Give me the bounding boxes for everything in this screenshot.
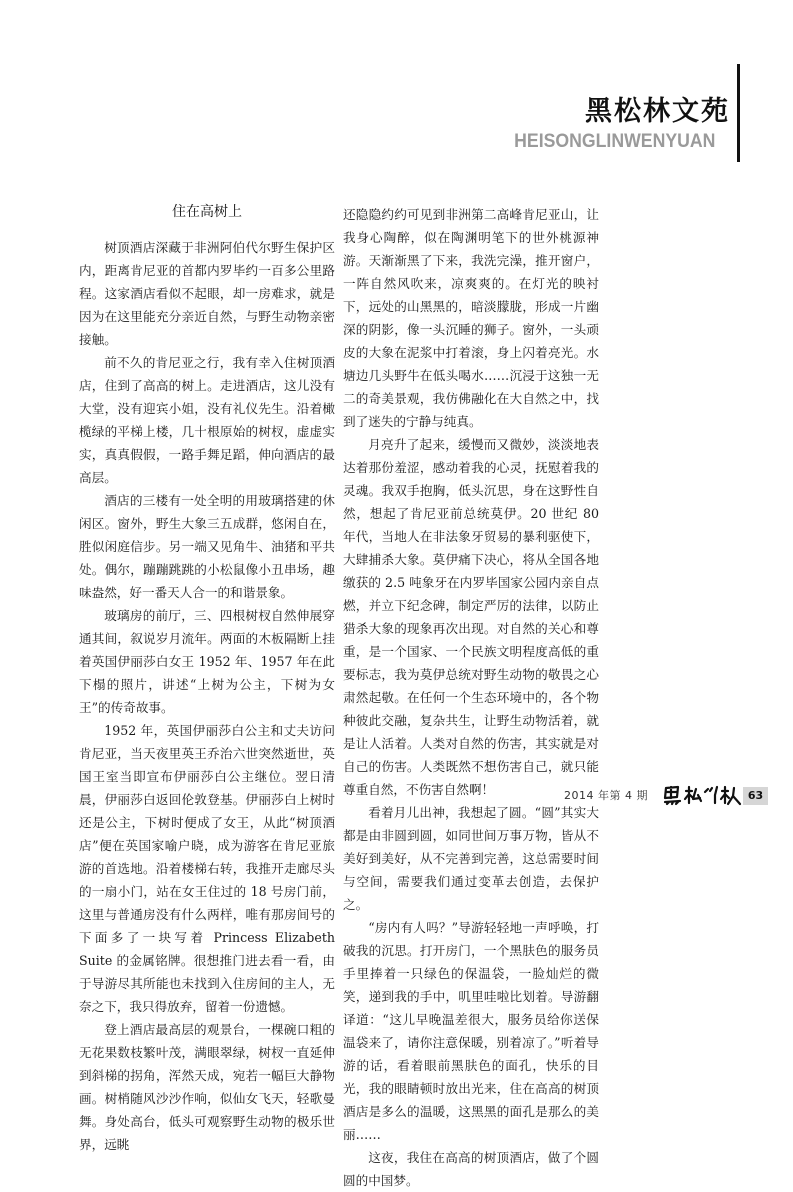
header-vertical-rule	[737, 64, 740, 162]
section-subtitle: HEISONGLINWENYUAN	[513, 131, 715, 152]
paragraph: 月亮升了起来，缓慢而又微妙，淡淡地表达着那份羞涩，感动着我的心灵，抚慰着我的灵魂。我双手抱胸，低头沉思，身在这野性自然，想起了肯尼亚前总统莫伊。20 世纪 80 年代，当地人在非法象牙贸易的暴利驱使下，大肆捕杀大象。莫伊痛下决心，将从全国各地缴获的 2.5 吨象牙在内罗毕国家公园内亲自点燃，并立下纪念碑，制定严厉的法律，以防止猎杀大象的现象再次出现。对自然的关心和尊重，是一个国家、一个民族文明程度高低的重要标志，我为莫伊总统对野生动物的敬畏之心肃然起敬。在任何一个生态环境中的，各个物种彼此交融，复杂共生，让野生动物活着，就是让人活着。人类对自然的伤害，其实就是对自己的伤害。人类既然不想伤害自己，就只能尊重自然，不伤害自然啊！	[343, 437, 599, 797]
article-title: 住在高树上	[172, 204, 242, 220]
paragraph: 1952 年，英国伊丽莎白公主和丈夫访问肯尼亚，当天夜里英王乔治六世突然逝世，英国王室当即宣布伊丽莎白公主继位。翌日清晨，伊丽莎白返回伦敦登基。伊丽莎白上树时还是公主，下树时便成了女王，从此“树顶酒店”便在英国家喻户晓，成为游客在肯尼亚旅游的首选地。沿着楼梯右转，我推开走廊尽头的一扇小门，站在女王住过的 18 号房门前，这里与普通房没有什么两样，唯有那房间号的下面多了一块写着 Princess Elizabeth Suite 的金属铭牌。很想推门进去看一看，由于导游尽其所能也未找到入住房间的主人，无奈之下，我只得放弃，留着一份遗憾。	[79, 723, 335, 1014]
paragraph: 酒店的三楼有一处全明的用玻璃搭建的休闲区。窗外，野生大象三五成群，悠闲自在，胜似闲庭信步。另一端又见角牛、油猪和平共处。偶尔，蹦蹦跳跳的小松鼠像小丑串场，趣味盎然，好一番天人合一的和谐景象。	[79, 493, 335, 600]
article-column-right	[343, 203, 599, 1192]
paragraph: 树顶酒店深藏于非洲阿伯代尔野生保护区内，距离肯尼亚的首都内罗毕约一百多公里路程。这家酒店看似不起眼，却一房难求，就是因为在这里能充分亲近自然，与野生动物亲密接触。	[79, 240, 335, 347]
magazine-logo	[662, 783, 742, 807]
page-footer	[560, 787, 770, 805]
issue-label: 2014 年第 4 期	[564, 789, 648, 802]
paragraph: 登上酒店最高层的观景台，一棵碗口粗的无花果数枝繁叶茂，满眼翠绿，树杈一直延伸到斜梯的拐角，浑然天成，宛若一幅巨大静物画。树梢随风沙沙作响，似仙女飞天，轻歌曼舞。身处高台，低头可观察野生动物的极乐世界，远眺	[79, 1022, 335, 1152]
page-number: 63	[743, 787, 768, 805]
paragraph: 看着月儿出神，我想起了圆。“圆”其实大都是由非圆到圆，如同世间万事万物，皆从不美好到美好，从不完善到完善，这总需要时间与空间，需要我们通过变革去创造，去保护之。	[343, 805, 599, 912]
paragraph: “房内有人吗？”导游轻轻地一声呼唤，打破我的沉思。打开房门，一个黑肤色的服务员手里捧着一只绿色的保温袋，一脸灿烂的微笑，递到我的手中，叽里哇啦比划着。导游翻译道：“这儿早晚温差很大，服务员给你送保温袋来了，请你注意保暖，别着凉了。”听着导游的话，看着眼前黑肤色的面孔，快乐的目光，我的眼睛顿时放出光来，住在高高的树顶酒店是多么的温暖，这黑黑的面孔是那么的美丽……	[343, 920, 599, 1142]
paragraph: 玻璃房的前厅，三、四根树杈自然伸展穿通其间，叙说岁月流年。两面的木板隔断上挂着英国伊丽莎白女王 1952 年、1957 年在此下榻的照片，讲述“上树为公主，下树为女王”的传奇故事。	[79, 608, 335, 715]
article-column-left	[79, 200, 335, 1156]
paragraph: 前不久的肯尼亚之行，我有幸入住树顶酒店，住到了高高的树上。走进酒店，这儿没有大堂，没有迎宾小姐，没有礼仪先生。沿着橄榄绿的平梯上楼，几十根原始的树杈，虚虚实实，真真假假，一路手舞足蹈，伸向酒店的最高层。	[79, 355, 335, 485]
paragraph: 这夜，我住在高高的树顶酒店，做了个圆圆的中国梦。	[343, 1150, 599, 1188]
paragraph: 还隐隐约约可见到非洲第二高峰肯尼亚山，让我身心陶醉，似在陶渊明笔下的世外桃源神游。天渐渐黑了下来，我洗完澡，推开窗户，一阵自然风吹来，凉爽爽的。在灯光的映衬下，远处的山黑黑的，暗淡朦胧，形成一片幽深的阴影，像一头沉睡的狮子。窗外，一头顽皮的大象在泥浆中打着滚，身上闪着亮光。水塘边几头野牛在低头喝水……沉浸于这独一无二的奇美景观，我仿佛融化在大自然之中，找到了迷失的宁静与纯真。	[343, 207, 599, 429]
section-title: 黑松林文苑	[585, 96, 730, 127]
